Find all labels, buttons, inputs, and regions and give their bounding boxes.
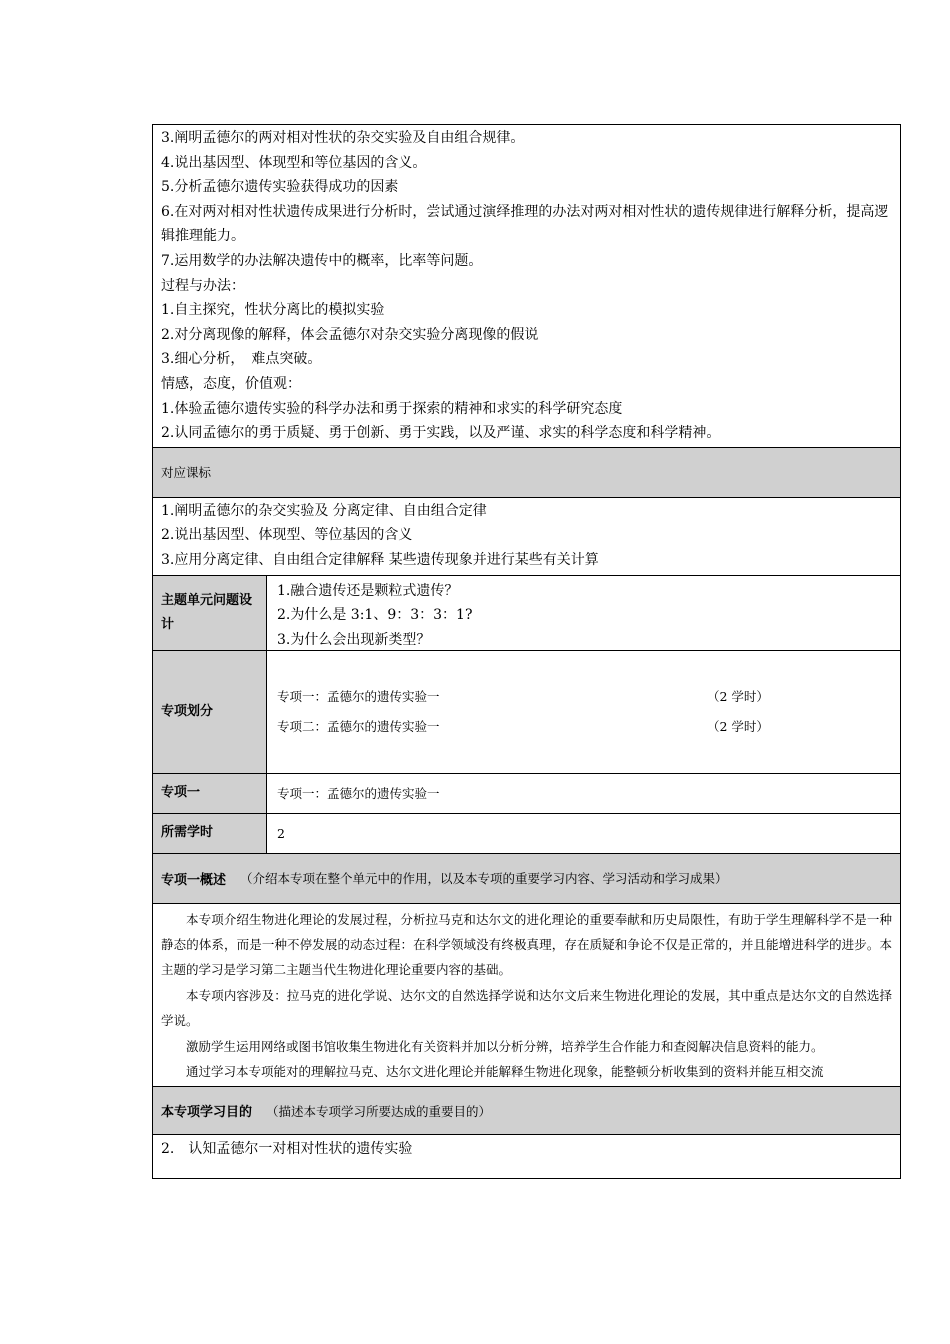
objective-line: 3.阐明孟德尔的两对相对性状的杂交实验及自由组合规律。 [161, 130, 525, 146]
hours-row [153, 814, 900, 854]
overview-note: （介绍本专项在整个单元中的作用，以及本专项的重要学习内容、学习活动和学习成果） [240, 871, 728, 886]
theme-row [153, 576, 900, 651]
division-item-hours: （2 学时） [707, 718, 769, 734]
overview-body [153, 904, 900, 1088]
question-line: 3.为什么会出现新类型？ [277, 631, 431, 648]
overview-label: 专项一概述 [161, 872, 227, 888]
purpose-label: 本专项学习目的 [161, 1105, 253, 1121]
standards-header [153, 448, 900, 498]
question-line: 1.融合遗传还是颗粒式遗传？ [277, 582, 459, 599]
overview-paragraph: 本专项内容涉及：拉马克的进化学说、达尔文的自然选择学说和达尔文后来生物进化理论的发展，其中重点是达尔文的自然选择学说。 [161, 987, 892, 1029]
standards-header-label: 对应课标 [161, 465, 212, 481]
standard-line: 1.阐明孟德尔的杂交实验及 分离定律、自由组合定律 [161, 502, 487, 519]
overview-paragraph: 通过学习本专项能对的理解拉马克、达尔文进化理论并能解释生物进化现象，能整顿分析收集到的资料并能互相交流 [186, 1063, 824, 1079]
objective-line: 4.说出基因型、体现型和等位基因的含义。 [161, 154, 427, 171]
division-item [277, 712, 890, 742]
section-heading-values: 情感，态度，价值观： [161, 375, 301, 392]
division-label: 专项划分 [153, 651, 267, 773]
objective-line: 5.分析孟德尔遗传实验获得成功的因素 [161, 179, 399, 196]
objective-line: 2.对分离现像的解释，体会孟德尔对杂交实验分离现像的假说 [161, 326, 539, 343]
overview-header [153, 854, 900, 904]
lesson-plan-table [152, 124, 901, 1179]
objective-line: 3.细心分析， 难点突破。 [161, 351, 322, 368]
purpose-body [153, 1135, 900, 1178]
objective-line: 6.在对两对相对性状遗传成果进行分析时，尝试通过演绎推理的办法对两对相对性状的遗传规律进行解释分析，提高逻辑推理能力。 [161, 203, 889, 245]
purpose-item: 2. 认知孟德尔一对相对性状的遗传实验 [161, 1141, 413, 1158]
hours-label: 所需学时 [153, 814, 267, 853]
overview-paragraph: 本专项介绍生物进化理论的发展过程，分析拉马克和达尔文的进化理论的重要奉献和历史局限性，有助于学生理解科学不是一种静态的体系，而是一种不停发展的动态过程：在科学领域没有终极真理，存在质疑和争论不仅是正常的，并且能增进科学的进步。本主题的学习是学习第二主题当代生物进化理论重要内容的基础。 [161, 911, 892, 978]
objective-line: 7.运用数学的办法解决遗传中的概率，比率等问题。 [161, 252, 483, 269]
division-list [267, 651, 900, 773]
objective-line: 1.体验孟德尔遗传实验的科学办法和勇于探索的精神和求实的科学研究态度 [161, 400, 623, 417]
project-one-row [153, 774, 900, 814]
purpose-header [153, 1087, 900, 1135]
objectives-cell [153, 125, 900, 448]
purpose-note: （描述本专项学习所要达成的重要目的） [266, 1103, 492, 1119]
standard-line: 3.应用分离定律、自由组合定律解释 某些遗传现象并进行某些有关计算 [161, 551, 599, 568]
division-row [153, 651, 900, 774]
division-item [277, 682, 890, 712]
division-item-hours: （2 学时） [707, 688, 769, 704]
overview-paragraph: 激励学生运用网络或图书馆收集生物进化有关资料并加以分析分辨，培养学生合作能力和查阅解决信息资料的能力。 [186, 1038, 824, 1054]
project-one-label: 专项一 [153, 774, 267, 813]
project-one-value: 专项一：孟德尔的遗传实验一 [277, 786, 440, 801]
objective-line: 2.认同孟德尔的勇于质疑、勇于创新、勇于实践，以及严谨、求实的科学态度和科学精神。 [161, 425, 721, 442]
division-item-title: 专项二：孟德尔的遗传实验一 [277, 718, 440, 734]
section-heading-process: 过程与办法： [161, 277, 245, 294]
standard-line: 2.说出基因型、体现型、等位基因的含义 [161, 527, 413, 544]
theme-label: 主题单元问题设计 [153, 576, 267, 650]
question-line: 2.为什么是 3:1、9：3：3：1? [277, 607, 473, 623]
hours-value: 2 [277, 825, 285, 841]
division-item-title: 专项一：孟德尔的遗传实验一 [277, 688, 440, 704]
theme-questions [267, 576, 900, 650]
objective-line: 1.自主探究，性状分离比的模拟实验 [161, 302, 385, 319]
standards-cell [153, 498, 900, 576]
